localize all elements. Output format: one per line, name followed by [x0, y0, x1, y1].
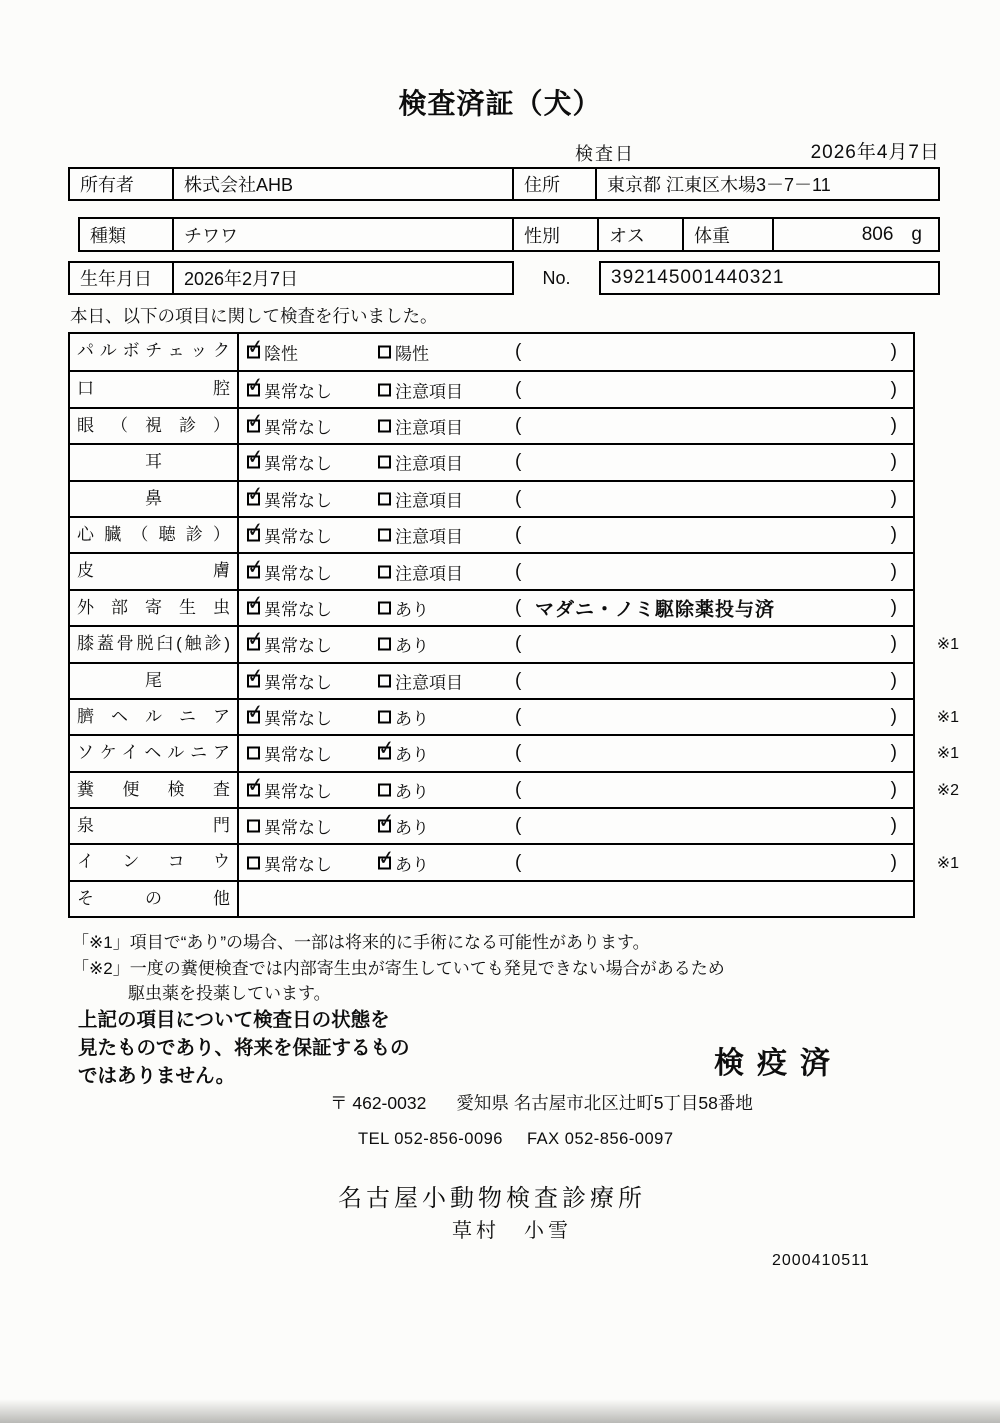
- clinic-postal-code: 〒 462-0032: [330, 1093, 427, 1113]
- checkbox-checked[interactable]: [245, 627, 332, 657]
- sex-value: オス: [597, 219, 682, 250]
- checkbox-box: [378, 456, 391, 469]
- check-mark-icon: ✓: [245, 335, 265, 360]
- inspection-row: [70, 589, 913, 625]
- clinic-name: 名古屋小動物検査診療所: [338, 1185, 646, 1212]
- inspection-row: [70, 552, 913, 588]
- weight-unit: g: [911, 223, 922, 245]
- checkbox-box: [378, 674, 391, 687]
- checkbox-label: 異常なし: [264, 745, 332, 765]
- clinic-tel: TEL 052-856-0096: [358, 1130, 503, 1148]
- checkbox-box: [378, 529, 391, 542]
- checkbox-label: 陽性: [395, 344, 429, 364]
- inspection-item-label: 泉門: [70, 809, 239, 843]
- checkbox-checked[interactable]: [376, 737, 429, 766]
- checkbox-unchecked[interactable]: [378, 377, 463, 402]
- checkbox-box: [376, 809, 396, 834]
- paren-close: ): [890, 851, 897, 873]
- checkbox-unchecked[interactable]: [378, 340, 429, 365]
- checkbox-unchecked[interactable]: [378, 705, 429, 730]
- footnote-ref: ※1: [936, 745, 959, 763]
- checkbox-box: [247, 820, 260, 833]
- checkbox-checked[interactable]: [245, 591, 332, 620]
- checkbox-label: 注意項目: [395, 491, 463, 511]
- checkbox-unchecked[interactable]: [247, 850, 332, 875]
- id-number-value: 392145001440321: [611, 267, 785, 288]
- paren-close: ): [890, 560, 897, 582]
- checkbox-box: [378, 346, 391, 359]
- checkbox-label: 異常なし: [264, 855, 332, 875]
- checkbox-unchecked[interactable]: [378, 413, 463, 438]
- weight-label: 体重: [682, 219, 772, 250]
- inspection-row: [70, 807, 913, 843]
- checkbox-label: 注意項目: [395, 418, 463, 438]
- address-value: 東京都 江東区木場3－7－11: [595, 169, 938, 199]
- disclaimer-text: [78, 1006, 410, 1090]
- inspection-row-content: [239, 809, 913, 843]
- checkbox-checked[interactable]: [245, 664, 332, 693]
- check-mark-icon: ✓: [245, 700, 265, 725]
- paren-open: (: [515, 596, 522, 618]
- address-label: 住所: [512, 169, 595, 199]
- check-mark-icon: ✓: [245, 482, 265, 507]
- inspection-row: [70, 843, 959, 879]
- owner-label: 所有者: [80, 175, 134, 195]
- inspection-row: [70, 662, 913, 698]
- inspection-date-value: 2026年4月7日: [810, 142, 940, 163]
- checkbox-label: 異常なし: [264, 454, 332, 474]
- paren-close: ): [890, 524, 897, 546]
- paren-open: (: [515, 341, 522, 363]
- inspection-row: [70, 480, 913, 516]
- checkbox-unchecked[interactable]: [378, 595, 429, 620]
- checkbox-label: 異常なし: [264, 527, 332, 547]
- checkbox-label: 異常なし: [264, 564, 332, 584]
- intro-text: 本日、以下の項目に関して検査を行いました。: [70, 306, 438, 326]
- paren-close: ): [890, 414, 897, 436]
- checkbox-checked[interactable]: [245, 335, 298, 365]
- inspection-item-label: インコウ: [70, 845, 239, 879]
- id-number-box: [599, 261, 940, 295]
- footnote-1: 「※1」項目で“あり”の場合、一部は将来的に手術になる可能性があります。: [72, 933, 650, 952]
- inspection-row: [70, 698, 959, 734]
- inspection-item-label: 眼（視診）: [70, 409, 239, 443]
- inspection-item-label: ソケイヘルニア: [70, 736, 239, 770]
- owner-table: [68, 167, 940, 201]
- inspection-row-content: [239, 591, 913, 625]
- page-title: 検査済証（犬）: [398, 88, 602, 119]
- checkbox-box: [245, 482, 265, 507]
- clinic-fax: FAX 052-856-0097: [527, 1130, 674, 1148]
- clinic-phone-line: [358, 1130, 674, 1149]
- check-mark-icon: ✓: [245, 627, 265, 652]
- paren-open: (: [515, 778, 522, 800]
- breed-label: 種類: [90, 225, 126, 246]
- paren-open: (: [515, 451, 522, 473]
- inspection-item-label: パルボチェック: [70, 334, 239, 370]
- paren-open: (: [515, 524, 522, 546]
- checkbox-box: [247, 747, 260, 760]
- checkbox-box: [378, 638, 391, 651]
- checkbox-checked[interactable]: [245, 773, 332, 802]
- footnote-2-continued: 駆虫薬を投薬しています。: [128, 984, 331, 1003]
- paren-close: ): [890, 596, 897, 618]
- inspection-row: [70, 625, 959, 661]
- checkbox-unchecked[interactable]: [378, 668, 463, 693]
- checkbox-label: あり: [395, 709, 429, 729]
- checkbox-label: あり: [395, 818, 429, 838]
- inspection-row: [70, 516, 913, 552]
- check-mark-icon: ✓: [245, 555, 265, 579]
- inspection-row-content: [239, 627, 959, 661]
- paren-open: (: [515, 378, 522, 400]
- check-mark-icon: ✓: [245, 446, 265, 470]
- checkbox-box: [376, 846, 396, 870]
- inspection-row-content: [239, 700, 959, 734]
- checkbox-box: [245, 773, 265, 798]
- checkbox-label: 注意項目: [395, 454, 463, 474]
- inspection-row-content: [239, 882, 913, 916]
- inspection-row: [70, 734, 959, 770]
- clinic-address: 愛知県 名古屋市北区辻町5丁目58番地: [456, 1093, 753, 1113]
- check-mark-icon: ✓: [245, 373, 265, 397]
- inspection-table: [68, 332, 959, 918]
- footnote-ref: ※1: [936, 636, 959, 654]
- check-mark-icon: ✓: [245, 773, 265, 798]
- inspection-row-content: [239, 736, 959, 770]
- inspection-row-content: [239, 334, 913, 370]
- paren-close: ): [890, 341, 897, 363]
- checkbox-label: 異常なし: [264, 709, 332, 729]
- checkbox-label: あり: [395, 782, 429, 802]
- inspection-item-label: 鼻: [70, 482, 239, 516]
- checkbox-box: [378, 783, 391, 796]
- paren-close: ): [890, 778, 897, 800]
- checkbox-label: 異常なし: [264, 418, 332, 438]
- paren-open: (: [515, 815, 522, 837]
- checkbox-unchecked[interactable]: [378, 523, 463, 548]
- birthdate-value: 2026年2月7日: [172, 263, 512, 293]
- footnote-ref: ※1: [936, 709, 959, 727]
- inspection-item-label: 膝蓋骨脱臼(触診): [70, 627, 239, 661]
- checkbox-box: [245, 373, 265, 397]
- inspection-item-label: その他: [70, 882, 239, 916]
- inspection-row-content: [239, 482, 913, 516]
- paren-close: ): [890, 706, 897, 728]
- birthdate-row: [68, 261, 940, 295]
- inspection-row: [70, 407, 913, 443]
- checkbox-checked[interactable]: [376, 809, 429, 839]
- inspection-row: [70, 771, 959, 807]
- disclaimer-line: ではありません。: [78, 1065, 236, 1087]
- check-mark-icon: ✓: [245, 664, 265, 689]
- checkbox-unchecked[interactable]: [247, 741, 332, 766]
- checkbox-checked[interactable]: [245, 555, 332, 584]
- paren-close: ): [890, 451, 897, 473]
- check-mark-icon: ✓: [245, 518, 265, 543]
- checkbox-checked[interactable]: [245, 373, 332, 402]
- checkbox-box: [245, 664, 265, 689]
- checkbox-unchecked[interactable]: [378, 632, 429, 657]
- checkbox-box: [378, 565, 391, 578]
- checkbox-label: あり: [395, 855, 429, 875]
- checkbox-box: [245, 409, 265, 434]
- inspection-item-label: 臍ヘルニア: [70, 700, 239, 734]
- checkbox-unchecked[interactable]: [378, 777, 429, 802]
- checkbox-box: [378, 601, 391, 614]
- checkbox-checked[interactable]: [245, 409, 332, 438]
- checkbox-checked[interactable]: [245, 446, 332, 475]
- checkbox-checked[interactable]: [245, 482, 332, 511]
- inspection-row-content: [239, 445, 913, 479]
- paren-open: (: [515, 633, 522, 655]
- checkbox-box: [245, 335, 265, 360]
- inspection-row: [70, 370, 913, 406]
- paren-close: ): [890, 669, 897, 691]
- footnote-2: 「※2」一度の糞便検査では内部寄生虫が寄生していても発見できない場合があるため: [72, 959, 725, 978]
- checkbox-label: 異常なし: [264, 600, 332, 620]
- breed-value: チワワ: [172, 219, 512, 250]
- sex-label: 性別: [512, 219, 597, 250]
- checkbox-label: あり: [395, 636, 429, 656]
- id-number-label: No.: [542, 267, 571, 288]
- weight-value: 806: [861, 223, 894, 245]
- checkbox-label: 注意項目: [395, 527, 463, 547]
- checkbox-box: [378, 383, 391, 396]
- inspection-item-label: 外部寄生虫: [70, 591, 239, 625]
- inspection-row-content: [239, 664, 913, 698]
- checkbox-unchecked[interactable]: [247, 814, 332, 839]
- inspection-item-label: 心臓（聴診）: [70, 518, 239, 552]
- checkbox-unchecked[interactable]: [378, 559, 463, 584]
- inspection-row-content: [239, 845, 959, 879]
- clinic-address-line: [330, 1090, 753, 1115]
- checkbox-label: あり: [395, 600, 429, 620]
- inspection-row-content: [239, 372, 913, 406]
- checkbox-label: 注意項目: [395, 673, 463, 693]
- paren-close: ): [890, 815, 897, 837]
- veterinarian-name: 草村 小雪: [452, 1220, 572, 1242]
- check-mark-icon: ✓: [376, 809, 396, 834]
- inspection-item-label: 口腔: [70, 372, 239, 406]
- footnote-ref: ※1: [936, 854, 959, 872]
- birthdate-label: 生年月日: [80, 269, 152, 289]
- paren-open: (: [515, 669, 522, 691]
- checkbox-label: 異常なし: [264, 382, 332, 402]
- checkbox-box: [247, 856, 260, 869]
- inspection-row-content: [239, 409, 913, 443]
- checkbox-label: あり: [395, 745, 429, 765]
- inspection-item-label: 糞便検査: [70, 773, 239, 807]
- inspection-row-content: [239, 518, 913, 552]
- checkbox-box: [378, 711, 391, 724]
- check-mark-icon: ✓: [245, 591, 265, 616]
- check-mark-icon: ✓: [376, 737, 396, 761]
- checkbox-box: [245, 627, 265, 652]
- disclaimer-line: 上記の項目について検査日の状態を: [78, 1009, 390, 1031]
- paren-open: (: [515, 851, 522, 873]
- checkbox-checked[interactable]: [245, 700, 332, 730]
- check-mark-icon: ✓: [376, 846, 396, 870]
- checkbox-box: [245, 555, 265, 579]
- quarantine-stamp: 検疫済: [714, 1047, 843, 1080]
- weight-value-cell: [772, 219, 938, 250]
- scan-edge-shadow: [0, 1399, 1000, 1423]
- checkbox-label: 異常なし: [264, 673, 332, 693]
- birthdate-box: [68, 261, 514, 295]
- footnote-ref: ※2: [936, 781, 959, 799]
- checkbox-label: 異常なし: [264, 491, 332, 511]
- inspection-row: [70, 443, 913, 479]
- inspection-row-content: [239, 773, 959, 807]
- inspection-row: [70, 334, 913, 370]
- inspection-item-label: 耳: [70, 445, 239, 479]
- result-text: マダニ・ノミ駆除薬投与済: [535, 599, 776, 621]
- checkbox-label: 注意項目: [395, 382, 463, 402]
- checkbox-label: 異常なし: [264, 782, 332, 802]
- checkbox-box: [376, 737, 396, 761]
- checkbox-box: [378, 419, 391, 432]
- paren-open: (: [515, 414, 522, 436]
- checkbox-box: [378, 492, 391, 505]
- inspection-date-label: 検査日: [575, 144, 635, 164]
- checkbox-label: 陰性: [264, 344, 298, 364]
- checkbox-checked[interactable]: [376, 846, 429, 875]
- checkbox-label: 注意項目: [395, 564, 463, 584]
- disclaimer-line: 見たものであり、将来を保証するもの: [78, 1037, 410, 1059]
- checkbox-unchecked[interactable]: [378, 450, 463, 475]
- inspection-item-label: 皮膚: [70, 554, 239, 588]
- serial-number: 2000410511: [772, 1252, 870, 1269]
- paren-open: (: [515, 560, 522, 582]
- paren-close: ): [890, 742, 897, 764]
- paren-open: (: [515, 742, 522, 764]
- checkbox-label: 異常なし: [264, 818, 332, 838]
- paren-close: ): [890, 378, 897, 400]
- pet-info-row: [78, 217, 940, 252]
- paren-open: (: [515, 706, 522, 728]
- checkbox-box: [245, 518, 265, 543]
- inspection-row-content: [239, 554, 913, 588]
- owner-value: 株式会社AHB: [172, 169, 512, 199]
- inspection-item-label: 尾: [70, 664, 239, 698]
- checkbox-box: [245, 591, 265, 616]
- checkbox-label: 異常なし: [264, 636, 332, 656]
- check-mark-icon: ✓: [245, 409, 265, 434]
- checkbox-unchecked[interactable]: [378, 486, 463, 511]
- checkbox-box: [245, 700, 265, 725]
- paren-open: (: [515, 487, 522, 509]
- paren-close: ): [890, 487, 897, 509]
- paren-close: ): [890, 633, 897, 655]
- inspection-row: [70, 880, 913, 916]
- checkbox-box: [245, 446, 265, 470]
- checkbox-checked[interactable]: [245, 518, 332, 548]
